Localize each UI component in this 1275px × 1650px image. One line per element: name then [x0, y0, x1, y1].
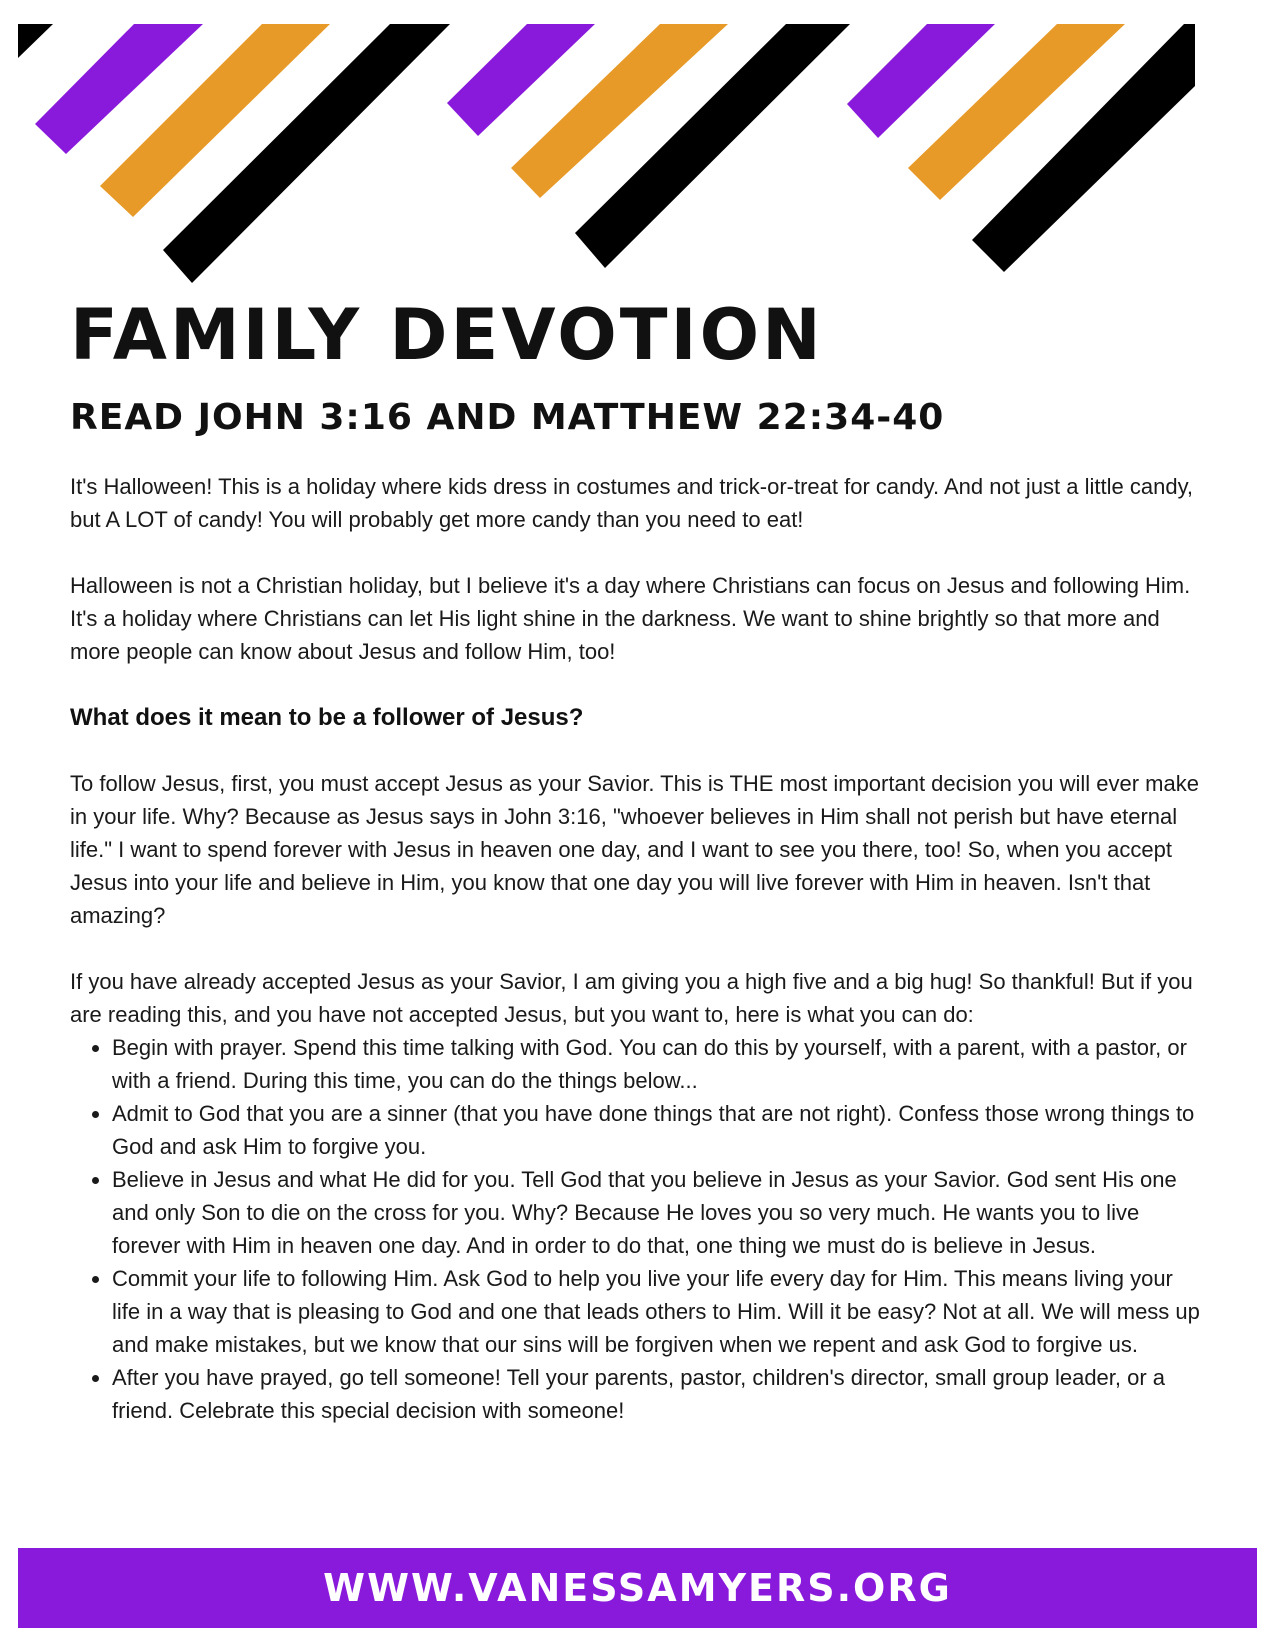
scripture-reference: READ JOHN 3:16 AND MATTHEW 22:34-40: [70, 397, 945, 438]
decorative-stripes: [0, 0, 1275, 300]
website-link[interactable]: WWW.VANESSAMYERS.ORG: [323, 1566, 952, 1610]
page-title: FAMILY DEVOTION: [70, 294, 824, 376]
footer-banner: [18, 1548, 1257, 1628]
list-item: • Begin with prayer. Spend this time talking with God. You can do this by yourself, with a parent, with a pastor, or with a friend. During this time, you can do the things below...: [112, 1031, 1205, 1097]
list-item: • Believe in Jesus and what He did for you. Tell God that you believe in Jesus as your Savior. God sent His one and only Son to die on the cross for you. Why? Because He loves you so very much. He wants you to live forever with Him in heaven one day. And in order to do that, one thing we must do is believe in Jesus.: [112, 1163, 1205, 1262]
body-paragraph: If you have already accepted Jesus as your Savior, I am giving you a high five and a big hug! So thankful! But if you are reading this, and you have not accepted Jesus, but you want to, here is what you can do:: [70, 969, 1193, 1027]
devotion-body: [70, 470, 1205, 1427]
body-paragraph: To follow Jesus, first, you must accept Jesus as your Savior. This is THE most important decision you will ever make in your life. Why? Because as Jesus says in John 3:16, "whoever believes in Him shall not perish but have eternal life." I want to spend forever with Jesus in heaven one day, and I want to see you there, too! So, when you accept Jesus into your life and believe in Him, you know that one day you will live forever with Him in heaven. Isn't that amazing?: [70, 771, 1199, 928]
stripe-black: [163, 24, 450, 283]
stripe-black-top-left: [18, 24, 53, 58]
intro-paragraph: It's Halloween! This is a holiday where kids dress in costumes and trick-or-treat for candy. And not just a little candy, but A LOT of candy! You will probably get more candy than you need to eat!: [70, 474, 1194, 532]
stripe-black: [575, 24, 850, 268]
intro-paragraph: Halloween is not a Christian holiday, but I believe it's a day where Christians can focus on Jesus and following Him. It's a holiday where Christians can let His light shine in the darkness. We want to shine brightly so that more and more people can know about Jesus and follow Him, too!: [70, 573, 1191, 664]
steps-list: [70, 1031, 1205, 1427]
list-item: • Commit your life to following Him. Ask God to help you live your life every day for Him. This means living your life in a way that is pleasing to God and one that leads others to Him. Will it be easy? Not at all. We will mess up and make mistakes, but we know that our sins will be forgiven when we repent and ask God to forgive us.: [112, 1262, 1205, 1361]
section-heading: What does it mean to be a follower of Jesus?: [70, 704, 584, 731]
list-item: • Admit to God that you are a sinner (that you have done things that are not right). Confess those wrong things to God and ask Him to forgive you.: [112, 1097, 1205, 1163]
list-item: • After you have prayed, go tell someone! Tell your parents, pastor, children's director, small group leader, or a friend. Celebrate this special decision with someone!: [112, 1361, 1205, 1427]
